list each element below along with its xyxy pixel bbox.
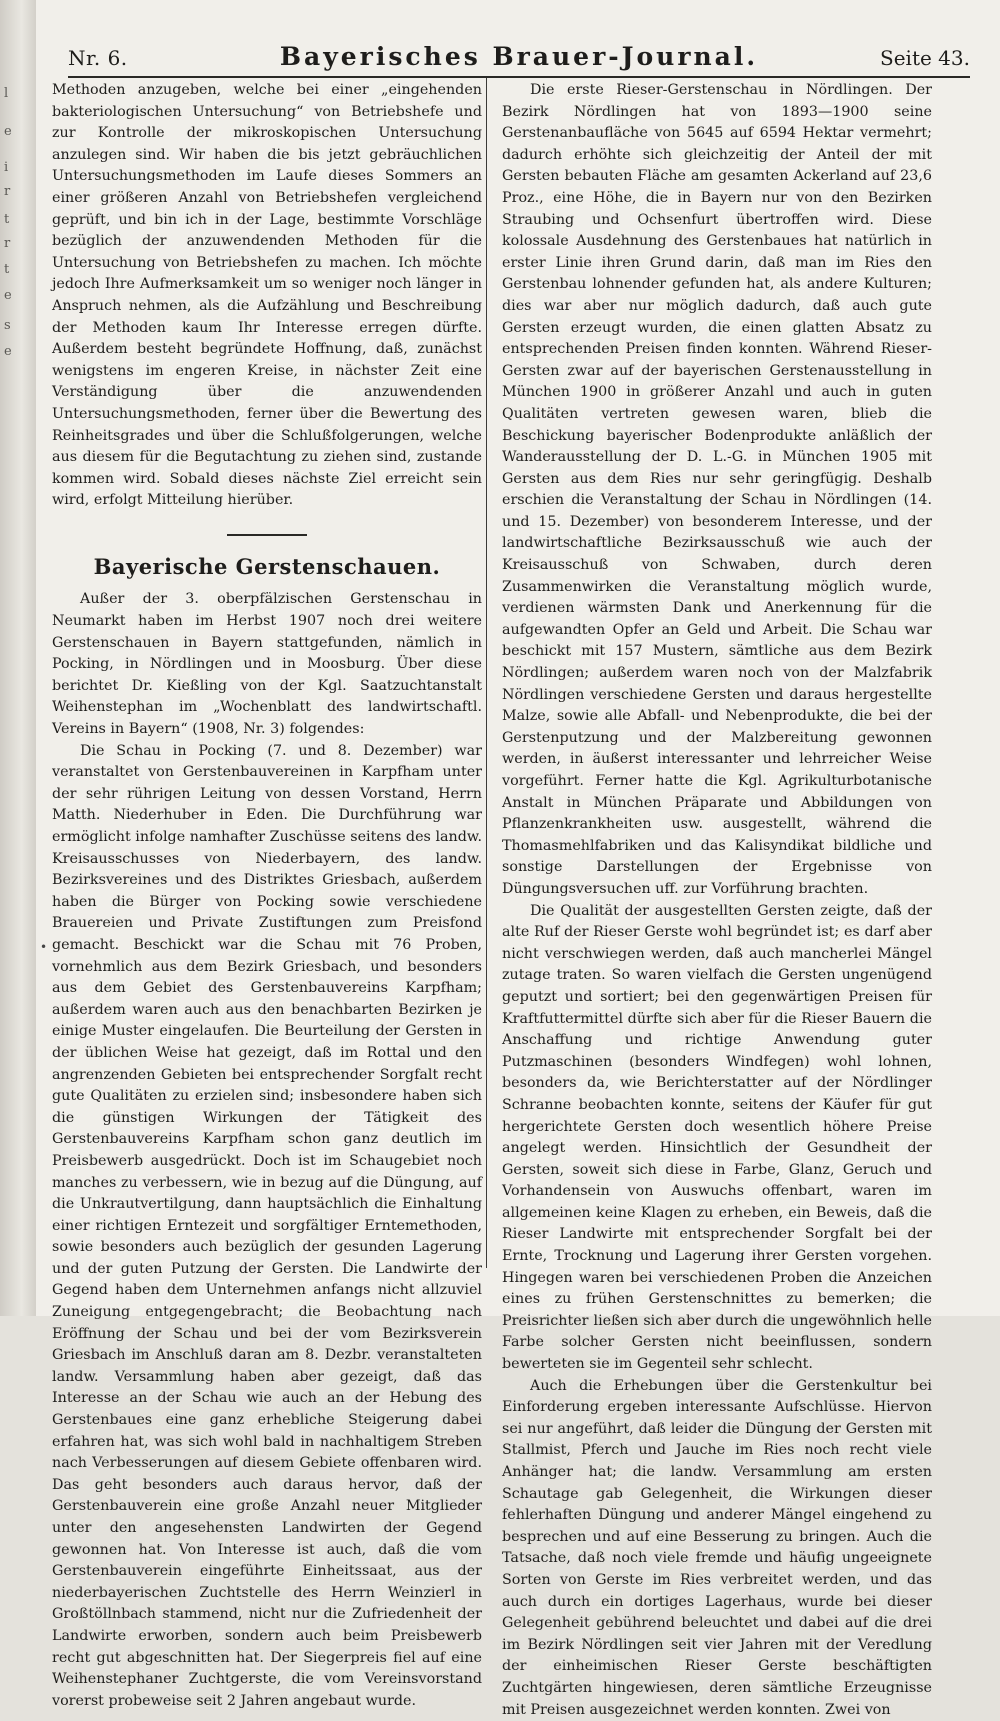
margin-letter: t <box>4 262 10 277</box>
margin-letter: i <box>4 160 9 175</box>
article-paragraph: Außer der 3. oberpfälzischen Gerstenschau in Neumarkt haben im Herbst 1907 noch drei weitere Gerstenschauen in Bayern stattgefunden, nämlich in Pocking, in Nördlingen und in Moosburg. Über diese berichtet Dr. Kießling von der Kgl. Saatzuchtanstalt Weihenstephan im „Wochenblatt des landwirtschaftl. Vereins in Bayern“ (1908, Nr. 3) folgendes: <box>52 591 482 738</box>
article-paragraph: Auch die Erhebungen über die Gerstenkultur bei Einforderung ergeben interessante Aufschlüsse. Hiervon sei nur angeführt, daß leider die Düngung der Gersten mit Stallmist, Pferch und Jauche im Ries noch recht viele Anhänger hat; die landw. Versammlung am ersten Schautage gab Gelegenheit, die Wirkungen dieser fehlerhaften Düngung und anderer Mängel eingehend zu besprechen und auf eine Besserung zu bringen. Auch die Tatsache, daß noch viele fremde und häufig ungeeignete Sorten von Gerste im Ries verbreitet werden, und das auch durch ein dortiges Lagerhaus, wurde bei dieser Gelegenheit gebührend beleuchtet und dabei auf die drei im Bezirk Nördlingen seit vier Jahren mit der Veredlung der einheimischen Rieser Gerste beschäftigten Zuchtgärten hingewiesen, deren sämtliche Erzeugnisse mit Preisen ausgezeichnet werden konnten. Zwei von <box>502 1377 932 1718</box>
header-rule <box>68 76 970 78</box>
issue-number: Nr. 6. <box>68 46 128 70</box>
section-title: Bayerische Gerstenschauen. <box>93 553 441 579</box>
article-paragraph: Die erste Rieser-Gerstenschau in Nördlingen. Der Bezirk Nördlingen hat von 1893—1900 seine Gerstenanbaufläche von 5645 auf 6594 Hektar vermehrt; dadurch erhöhte sich gleichzeitig der Anteil der mit Gersten bebauten Fläche am gesamten Ackerland auf 23,6 Proz., eine Höhe, die in Bayern nur von den Bezirken Straubing und Ochsenfurt übertroffen wird. Diese kolossale Ausdehnung des Gerstenbaues hat natürlich in erster Linie ihren Grund darin, daß man im Ries den Gerstenbau lohnender gefunden hat, als andere Kulturen; dies war aber nur möglich dadurch, daß auch gute Gersten erzeugt wurden, die einen glatten Absatz zu entsprechenden Preisen finden konnten. Während Rieser-Gersten zwar auf der bayerischen Gerstenausstellung in München 1900 in größerer Anzahl und auch in guten Qualitäten vertreten gewesen waren, blieb die Beschickung bayerischer Bodenprodukte anläßlich der Wanderausstellung der D. L.-G. in München 1905 mit Gersten aus dem Ries nur sehr geringfügig. Deshalb erschien die Veranstaltung der Schau in Nördlingen (14. und 15. Dezember) von besonderem Interesse, und der landwirtschaftliche Bezirksausschuß wie auch der Kreisausschuß von Schwaben, durch deren Zusammenwirken die Veranstaltung möglich wurde, verdienen wärmsten Dank und Anerkennung für die aufgewandten Opfer an Geld und Arbeit. Die Schau war beschickt mit 157 Mustern, sämtliche aus dem Bezirk Nördlingen; außerdem waren noch von der Malzfabrik Nördlingen verschiedene Gersten und daraus hergestellte Malze, sowie alle Abfall- und Nebenprodukte, die bei der Gerstenputzung und der Malzbereitung gewonnen werden, in äußerst interessanter und lehrreicher Weise vorgeführt. Ferner hatte die Kgl. Agrikulturbotanische Anstalt in München Präparate und Abbildungen von Pflanzenkrankheiten usw. ausgestellt, während die Thomasmehlfabriken und das Kalisyndikat bildliche und sonstige Darstellungen der Ergebnisse von Düngungsversuchen uff. zur Vorführung brachten. <box>502 82 932 897</box>
margin-letter: e <box>4 288 12 303</box>
left-column <box>52 80 482 1712</box>
page-number: Seite 43. <box>880 46 970 70</box>
article-paragraph: Die Qualität der ausgestellten Gersten zeigte, daß der alte Ruf der Rieser Gerste wohl begründet ist; es darf aber nicht verschwiegen werden, daß auch mancherlei Mängel zutage traten. So waren vielfach die Gersten ungenügend geputzt und sortiert; bei den gegenwärtigen Preisen für Kraftfuttermittel dürfte sich aber für die Rieser Bauern die Anschaffung und richtige Anwendung guter Putzmaschinen (besonders Windfegen) wohl lohnen, besonders da, wie Berichterstatter auf der Nördlinger Schranne beobachten konnte, seitens der Käufer für gut hergerichtete Gersten doch wesentlich höhere Preise angelegt werden. Hinsichtlich der Gesundheit der Gersten, soweit sich diese in Farbe, Glanz, Geruch und Vorhandensein von Auswuchs offenbart, waren im allgemeinen keine Klagen zu erheben, ein Beweis, daß die Rieser Landwirte mit entsprechender Sorgfalt bei der Ernte, Trocknung und Lagerung ihrer Gersten vorgehen. Hingegen waren bei verschiedenen Proben die Anzeichen eines zu frühen Gerstenschnittes zu bemerken; die Preisrichter ließen sich aber durch die ungewöhnlich helle Farbe solcher Gersten nicht beeinflussen, sondern bewerteten sie im Gegenteil sehr schlecht. <box>502 902 932 1373</box>
margin-letter: r <box>4 236 11 251</box>
journal-title: Bayerisches Brauer-Journal. <box>279 42 759 71</box>
column-divider <box>486 78 487 1268</box>
section-divider-rule <box>227 534 307 536</box>
margin-letter: e <box>4 344 12 359</box>
margin-letter: r <box>4 184 11 199</box>
right-column <box>502 80 932 1721</box>
margin-letter: l <box>4 86 9 101</box>
continued-paragraph: Methoden anzugeben, welche bei einer „eingehenden bakteriologischen Untersuchung“ von Betriebshefe und zur Kontrolle der mikroskopischen Untersuchung anzulegen sind. Wir haben die bis jetzt gebräuchlichen Untersuchungsmethoden im Laufe dieses Sommers an einer größeren Anzahl von Betriebshefen vergleichend geprüft, und bin ich in der Lage, bestimmte Vorschläge bezüglich der anzuwendenden Methoden für die Untersuchung von Betriebshefen zu machen. Ich möchte jedoch Ihre Aufmerksamkeit um so weniger noch länger in Anspruch nehmen, als die Aufzählung und Beschreibung der Methoden kaum Ihr Interesse erregen dürfte. Außerdem besteht begründete Hoffnung, daß, zunächst wenigstens im engeren Kreise, in nächster Zeit eine Verständigung über die anzuwendenden Untersuchungsmethoden, ferner über die Bewertung des Reinheitsgrades und über die Schlußfolgerungen, welche aus diesem für die Begutachtung zu ziehen sind, zustande kommen wird. Sobald dieses nächste Ziel erreicht sein wird, erfolgt Mitteilung hierüber. <box>52 82 482 509</box>
adjacent-page-edge <box>0 0 37 1316</box>
margin-dot: • <box>40 940 48 954</box>
article-paragraph: Die Schau in Pocking (7. und 8. Dezember) war veranstaltet von Gerstenbauvereinen in Karpfham unter der sehr rührigen Leitung von dessen Vorstand, Herrn Matth. Niederhuber in Eden. Die Durchführung war ermöglicht infolge namhafter Zuschüsse seitens des landw. Kreisausschusses von Niederbayern, des landw. Bezirksvereines und des Distriktes Griesbach, außerdem haben die Bürger von Pocking sowie verschiedene Brauereien und Private Zustiftungen zum Preisfond gemacht. Beschickt war die Schau mit 76 Proben, vornehmlich aus dem Bezirk Griesbach, und besonders aus dem Gebiet des Gerstenbauvereins Karpfham; außerdem waren auch aus den benachbarten Bezirken je einige Muster eingelaufen. Die Beurteilung der Gersten in der üblichen Weise hat gezeigt, daß im Rottal und den angrenzenden Gebieten bei entsprechender Sorgfalt recht gute Qualitäten zu erzielen sind; insbesondere haben sich die günstigen Wirkungen der Tätigkeit des Gerstenbauvereins Karpfham schon ganz deutlich im Preisbewerb ausgedrückt. Doch ist im Schaugebiet noch manches zu verbessern, wie in bezug auf die Düngung, auf die Unkrautvertilgung, dann hauptsächlich die Einhaltung einer richtigen Erntezeit und sorgfältiger Erntemethoden, sowie besonders auch bezüglich der gesunden Lagerung und der guten Putzung der Gersten. Die Landwirte der Gegend haben dem Unternehmen anfangs nicht allzuviel Zuneigung entgegengebracht; die Beobachtung nach Eröffnung der Schau und bei der vom Bezirksverein Griesbach im Anschluß daran am 8. Dezbr. veranstalteten landw. Versammlung haben aber gezeigt, daß das Interesse an der Schau wie auch an der Hebung des Gerstenbaues eine ganz erhebliche Steigerung dabei erfahren hat, was sich wohl bald in nachhaltigem Streben nach Verbesserungen auf diesem Gebiete offenbaren wird. Das geht besonders auch daraus hervor, daß der Gerstenbauverein eine große Anzahl neuer Mitglieder unter den angesehensten Landwirten der Gegend gewonnen hat. Von Interesse ist auch, daß die vom Gerstenbauverein eingeführte Einheitssaat, aus der niederbayerischen Zuchtstelle des Herrn Weinzierl in Großtöllnbach stammend, nicht nur die Zufriedenheit der Landwirte erworben, sondern auch beim Preisbewerb recht gut abgeschnitten hat. Der Siegerpreis fiel auf eine Weihenstephaner Zuchtgerste, die vom Vereinsvorstand vorerst probeweise seit 2 Jahren angebaut wurde. <box>52 742 482 1709</box>
margin-letter: s <box>4 318 11 333</box>
margin-letter: t <box>4 212 10 227</box>
margin-letter: e <box>4 124 12 139</box>
page-header <box>68 40 970 76</box>
